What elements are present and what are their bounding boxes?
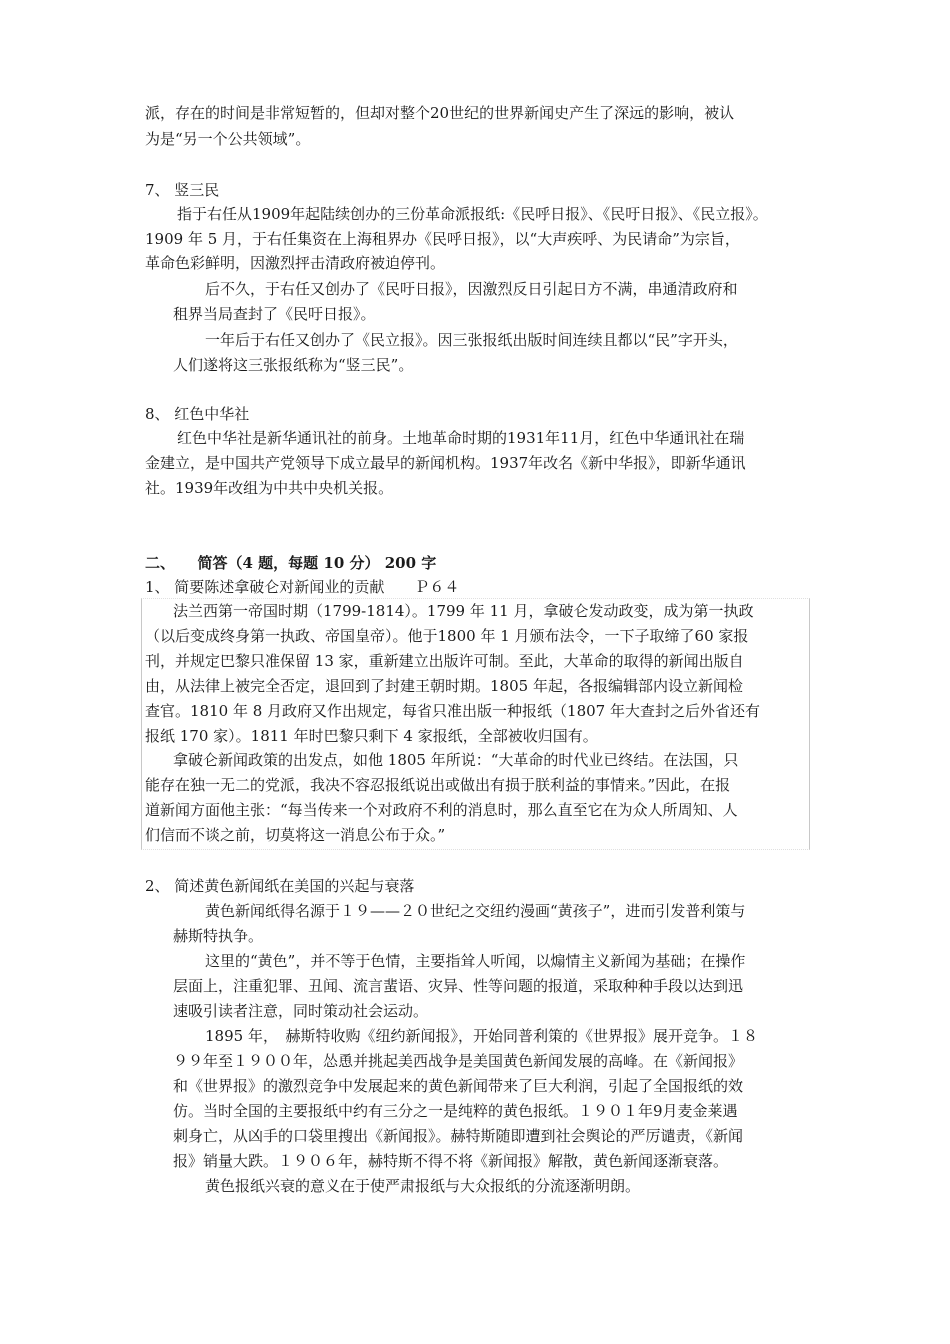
text-line: 派，存在的时间是非常短暂的，但却对整个20世纪的世界新闻史产生了深远的影响，被认 — [145, 104, 735, 122]
text-line: 报纸 170 家）。1811 年时巴黎只剩下 4 家报纸，全部被收归国有。 — [145, 727, 598, 745]
text-line: 拿破仑新闻政策的出发点，如他 1805 年所说：“大革命的时代业已终结。在法国，只 — [173, 751, 739, 769]
text-line: 租界当局查封了《民吁日报》。 — [173, 305, 376, 323]
text-line: 革命色彩鲜明，因激烈抨击清政府被迫停刊。 — [145, 254, 446, 272]
text-line: 黄色新闻纸得名源于１９——２０世纪之交纽约漫画“黄孩子”，进而引发普利策与 — [205, 902, 746, 920]
item-heading: 7、 竖三民 — [145, 181, 220, 199]
text-line: 法兰西第一帝国时期（1799-1814）。1799 年 11 月，拿破仑发动政变，成为第一执政 — [173, 602, 754, 620]
text-line: 查官。1810 年 8 月政府又作出规定，每省只准出版一种报纸（1807 年大查封之后外省还有 — [145, 702, 760, 720]
text-line: 道新闻方面他主张：“每当传来一个对政府不利的消息时，那么直至它在为众人所周知、人 — [145, 801, 738, 819]
text-line: 赫斯特执争。 — [173, 927, 264, 945]
text-line: 人们遂将这三张报纸称为“竖三民”。 — [173, 356, 414, 374]
text-line: ９９年至１９００年，怂恿并挑起美西战争是美国黄色新闻发展的高峰。在《新闻报》 — [173, 1052, 744, 1070]
text-line: 指于右任从1909年起陆续创办的三份革命派报纸:《民呼日报》、《民吁日报》、《民立报》。 — [177, 205, 768, 223]
text-line: 刊，并规定巴黎只准保留 13 家，重新建立出版许可制。至此，大革命的取得的新闻出版自 — [145, 652, 744, 670]
text-line: 一年后于右任又创办了《民立报》。因三张报纸出版时间连续且都以“民”字开头， — [205, 331, 738, 349]
text-line: 们信而不谈之前，切莫将这一消息公布于众。” — [145, 826, 446, 844]
text-line: 层面上，注重犯罪、丑闻、流言蜚语、灾异、性等问题的报道，采取种种手段以达到迅 — [173, 977, 744, 995]
text-line: 刺身亡，从凶手的口袋里搜出《新闻报》。赫特斯随即遭到社会舆论的严厉谴责，《新闻 — [173, 1127, 744, 1145]
item-heading: 8、 红色中华社 — [145, 405, 250, 423]
text-line: 金建立，是中国共产党领导下成立最早的新闻机构。1937年改名《新中华报》，即新华通讯 — [145, 454, 746, 472]
text-line: 黄色报纸兴衰的意义在于使严肃报纸与大众报纸的分流逐渐明朗。 — [205, 1177, 641, 1195]
text-line: 1909 年 5 月，于右任集资在上海租界办《民呼日报》，以“大声疾呼、为民请命”为宗旨， — [145, 230, 740, 248]
text-line: （以后变成终身第一执政、帝国皇帝）。他于1800 年 1 月颁布法令，一下子取缔了60 家报 — [145, 627, 749, 645]
text-line: 社。1939年改组为中共中央机关报。 — [145, 479, 394, 497]
text-line: 为是“另一个公共领域”。 — [145, 130, 311, 148]
text-line: 这里的“黄色”，并不等于色情，主要指耸人听闻，以煽情主义新闻为基础；在操作 — [205, 952, 746, 970]
text-line: 仿。当时全国的主要报纸中约有三分之一是纯粹的黄色报纸。１９０１年9月麦金莱遇 — [173, 1102, 738, 1120]
text-line: 报》销量大跌。１９０６年，赫特斯不得不将《新闻报》解散，黄色新闻逐渐衰落。 — [173, 1152, 729, 1170]
item-heading: 2、 简述黄色新闻纸在美国的兴起与衰落 — [145, 877, 415, 895]
text-line: 后不久，于右任又创办了《民吁日报》，因激烈反日引起日方不满，串通清政府和 — [205, 280, 738, 298]
text-line: 能存在独一无二的党派，我决不容忍报纸说出或做出有损于朕利益的事情来。”因此，在报 — [145, 776, 731, 794]
text-line: 红色中华社是新华通讯社的前身。土地革命时期的1931年11月，红色中华通讯社在瑞 — [177, 429, 745, 447]
item-heading: 1、 简要陈述拿破仑对新闻业的贡献 Ｐ６４ — [145, 578, 460, 596]
text-line: 1895 年， 赫斯特收购《纽约新闻报》，开始同普利策的《世界报》展开竞争。１８ — [205, 1027, 758, 1045]
text-line: 和《世界报》的激烈竞争中发展起来的黄色新闻带来了巨大利润，引起了全国报纸的效 — [173, 1077, 744, 1095]
text-line: 由，从法律上被完全否定，退回到了封建王朝时期。1805 年起，各报编辑部内设立新闻检 — [145, 677, 743, 695]
text-line: 速吸引读者注意，同时策动社会运动。 — [173, 1002, 429, 1020]
section-heading: 二、 简答（4 题，每题 10 分） 200 字 — [145, 554, 437, 572]
